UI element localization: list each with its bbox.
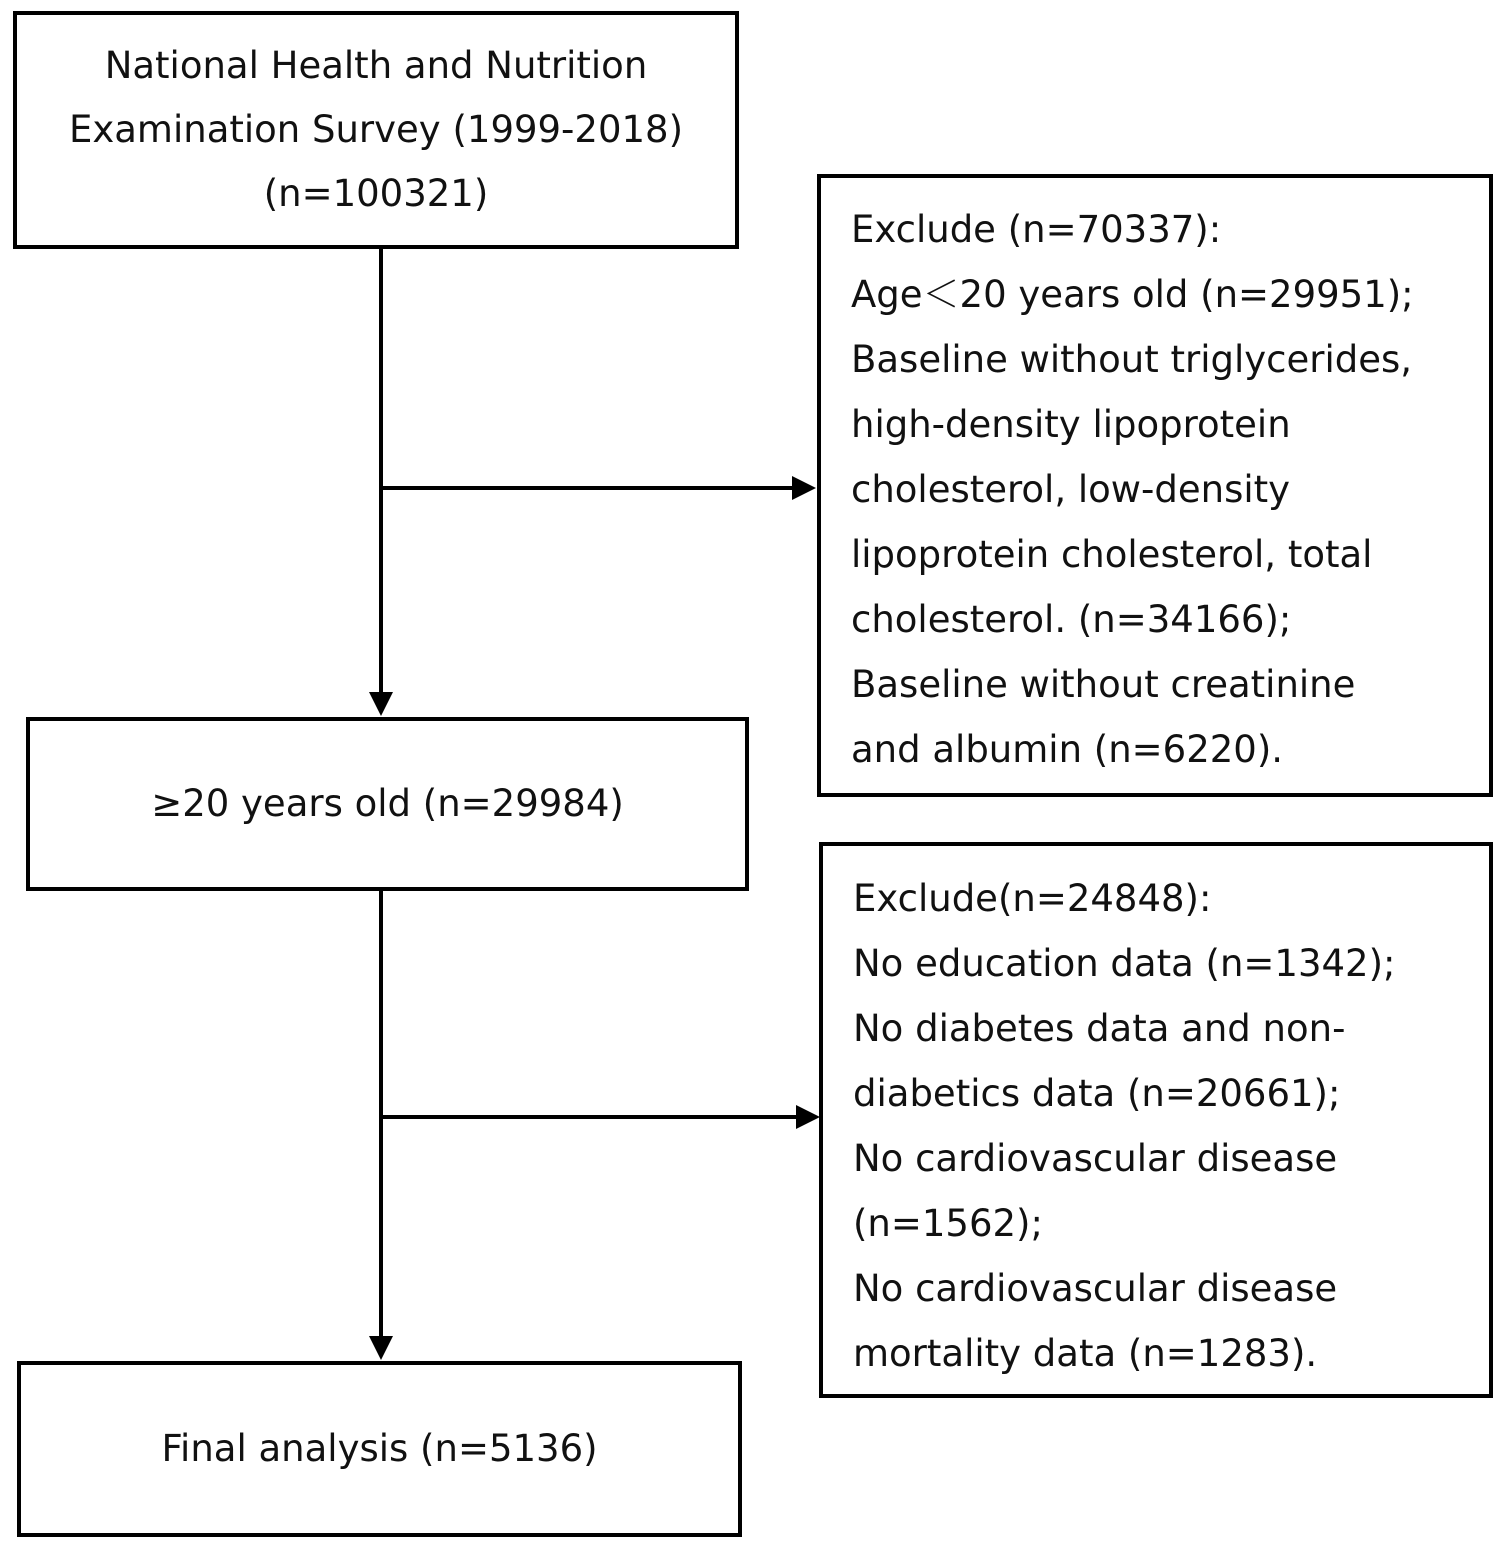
node-exclude-1-line-8: Baseline without creatinine	[851, 663, 1356, 706]
node-source-line-3: (n=100321)	[263, 172, 489, 215]
node-source	[13, 11, 739, 249]
node-exclude-2-line-6: (n=1562);	[853, 1202, 1043, 1245]
node-source-line-2: Examination Survey (1999-2018)	[68, 108, 684, 151]
node-exclude-2-line-4: diabetics data (n=20661);	[853, 1072, 1341, 1115]
node-final-line-1: Final analysis (n=5136)	[161, 1427, 598, 1470]
node-final	[17, 1361, 742, 1537]
arrowhead-right-1	[792, 476, 816, 500]
node-exclude-1-line-3: Baseline without triglycerides,	[851, 338, 1413, 381]
arrowhead-right-2	[796, 1105, 820, 1129]
node-exclude-1-line-2: Age＜20 years old (n=29951);	[851, 273, 1414, 316]
node-exclude-1-line-5: cholesterol, low-density	[851, 468, 1291, 511]
node-exclude-2	[819, 842, 1493, 1398]
node-exclude-1-line-1: Exclude (n=70337):	[851, 208, 1222, 251]
node-exclude-1-line-7: cholesterol. (n=34166);	[851, 598, 1292, 641]
node-exclude-2-line-1: Exclude(n=24848):	[853, 877, 1212, 920]
node-age-filtered	[26, 717, 749, 891]
node-exclude-1-line-4: high-density lipoprotein	[851, 403, 1291, 446]
node-source-line-1: National Health and Nutrition	[104, 44, 648, 87]
node-exclude-1	[817, 174, 1493, 797]
node-age-filtered-line-1: ≥20 years old (n=29984)	[151, 782, 624, 825]
node-exclude-2-line-7: No cardiovascular disease	[853, 1267, 1338, 1310]
arrowhead-down-2	[369, 1336, 393, 1360]
node-exclude-2-line-5: No cardiovascular disease	[853, 1137, 1338, 1180]
node-exclude-1-line-9: and albumin (n=6220).	[851, 728, 1284, 771]
node-exclude-2-line-8: mortality data (n=1283).	[853, 1332, 1318, 1375]
node-exclude-1-line-6: lipoprotein cholesterol, total	[851, 533, 1373, 576]
node-exclude-2-line-3: No diabetes data and non-	[853, 1007, 1346, 1050]
arrowhead-down-1	[369, 692, 393, 716]
node-exclude-2-line-2: No education data (n=1342);	[853, 942, 1396, 985]
